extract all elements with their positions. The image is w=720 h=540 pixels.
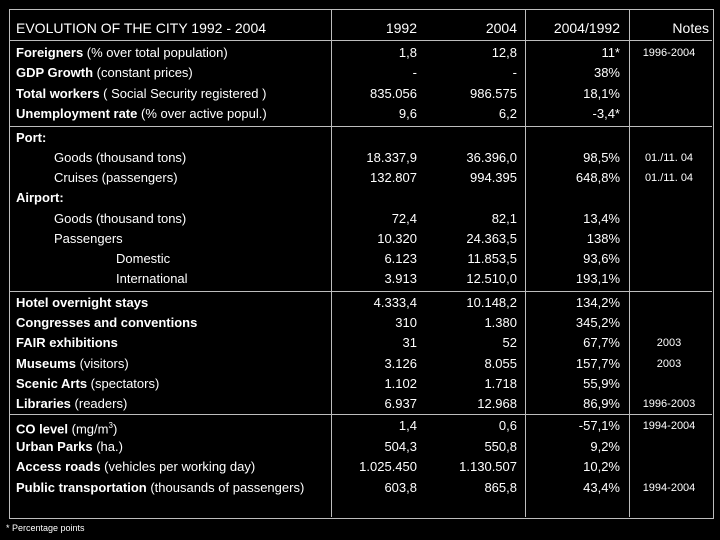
note-cell: 2003 <box>656 337 682 349</box>
row-label-bold: Port: <box>16 130 47 145</box>
table-row <box>9 104 712 124</box>
table-title: EVOLUTION OF THE CITY 1992 - 2004 <box>16 20 267 36</box>
table-row <box>9 416 712 436</box>
table-row <box>9 249 712 269</box>
note-cell <box>629 128 709 148</box>
value-ratio: 86,9% <box>583 396 620 411</box>
value-2004: 994.395 <box>470 170 517 185</box>
note-cell: 1994-2004 <box>642 482 696 494</box>
note-cell <box>629 457 709 477</box>
row-label <box>54 148 186 168</box>
row-label-detail: Cruises (passengers) <box>54 170 178 185</box>
value-2004: 24.363,5 <box>466 231 517 246</box>
value-ratio: 18,1% <box>583 86 620 101</box>
note-cell: 1996-2003 <box>642 398 696 410</box>
table-row <box>9 478 712 498</box>
row-label <box>16 437 123 457</box>
value-1992: 835.056 <box>370 86 417 101</box>
value-ratio: 193,1% <box>575 271 620 286</box>
row-label <box>54 209 186 229</box>
value-ratio: 138% <box>586 231 620 246</box>
table-row <box>9 457 712 477</box>
value-ratio: 98,5% <box>583 150 620 165</box>
note-cell <box>629 209 709 229</box>
value-ratio: 93,6% <box>583 251 620 266</box>
note-cell: 1996-2004 <box>642 47 696 59</box>
table-row <box>9 84 712 104</box>
column-header-notes: Notes <box>672 20 709 36</box>
row-label <box>116 269 188 289</box>
row-label <box>16 293 148 313</box>
value-2004: 550,8 <box>484 439 517 454</box>
row-label-detail-end: ) <box>112 421 118 437</box>
value-2004: 12.510,0 <box>466 271 517 286</box>
value-ratio: 11* <box>601 45 620 60</box>
table-row <box>9 209 712 229</box>
value-2004: 12.968 <box>477 396 517 411</box>
row-label-bold: Foreigners <box>16 45 84 60</box>
note-cell: 2003 <box>656 358 682 370</box>
row-label-bold: Public transportation <box>16 480 147 495</box>
row-label-detail: Goods (thousand tons) <box>54 150 187 165</box>
row-label <box>16 416 117 436</box>
row-label-detail: International <box>116 271 188 286</box>
table-row <box>9 43 712 63</box>
row-label-bold: Access roads <box>16 459 101 474</box>
row-label-bold: Scenic Arts <box>16 376 88 391</box>
value-ratio: 10,2% <box>583 459 620 474</box>
header-row <box>9 18 712 38</box>
row-label <box>16 394 127 414</box>
value-ratio: 9,2% <box>590 439 620 454</box>
value-2004: 1.130.507 <box>459 459 517 474</box>
value-2004: 52 <box>502 335 517 350</box>
value-ratio: 67,7% <box>583 335 620 350</box>
table-row <box>9 293 712 313</box>
row-label-bold: Total workers <box>16 86 100 101</box>
table-row <box>9 354 712 374</box>
row-label-bold: FAIR exhibitions <box>16 335 118 350</box>
value-ratio: 345,2% <box>575 315 620 330</box>
table-row <box>9 313 712 333</box>
note-cell <box>629 249 709 269</box>
row-label <box>54 229 123 249</box>
table-row <box>9 63 712 83</box>
value-ratio: 648,8% <box>575 170 620 185</box>
value-2004: 0,6 <box>498 418 517 433</box>
row-label-bold: Urban Parks <box>16 439 93 454</box>
value-2004: 12,8 <box>491 45 517 60</box>
row-label-detail: (readers) <box>70 396 128 411</box>
section-divider <box>9 126 712 127</box>
row-label-detail: Goods (thousand tons) <box>54 211 187 226</box>
value-2004: 82,1 <box>491 211 517 226</box>
row-label-detail: (spectators) <box>87 376 160 391</box>
row-label <box>16 354 129 374</box>
note-cell <box>629 437 709 457</box>
row-label <box>54 168 178 188</box>
row-label-detail: (visitors) <box>75 356 129 371</box>
row-label <box>16 63 193 83</box>
footnote: * Percentage points <box>6 523 85 533</box>
value-2004: 986.575 <box>470 86 517 101</box>
value-ratio: -3,4* <box>592 106 620 121</box>
note-cell <box>629 104 709 124</box>
table-row <box>9 168 712 188</box>
section-divider <box>9 414 712 415</box>
value-1992: 1.102 <box>384 376 417 391</box>
row-label <box>16 374 159 394</box>
value-ratio: -57,1% <box>578 418 620 433</box>
row-label-bold: Airport: <box>16 190 64 205</box>
value-2004: 8.055 <box>484 356 517 371</box>
row-label-detail: (% over active popul.) <box>137 106 267 121</box>
table-row <box>9 437 712 457</box>
note-cell <box>629 269 709 289</box>
row-label-detail: ( Social Security registered ) <box>99 86 267 101</box>
row-label-detail: (constant prices) <box>93 65 193 80</box>
value-2004: 1.380 <box>484 315 517 330</box>
value-1992: 72,4 <box>391 211 417 226</box>
value-ratio: 38% <box>593 65 620 80</box>
value-1992: 4.333,4 <box>373 295 417 310</box>
row-label <box>16 333 118 353</box>
row-label <box>16 128 46 148</box>
row-label <box>16 43 228 63</box>
row-label-detail: (thousands of passengers) <box>146 480 305 495</box>
row-label <box>16 188 64 208</box>
value-ratio: 134,2% <box>575 295 620 310</box>
row-label <box>16 84 266 104</box>
value-2004: 11.853,5 <box>467 251 517 266</box>
note-cell: 01./11. 04 <box>644 172 694 184</box>
note-cell <box>629 63 709 83</box>
table-row <box>9 269 712 289</box>
row-label-detail: (ha.) <box>92 439 123 454</box>
row-label-bold: Congresses and conventions <box>16 315 198 330</box>
value-1992: 9,6 <box>398 106 417 121</box>
value-1992: 3.913 <box>384 271 417 286</box>
value-1992: 1.025.450 <box>359 459 417 474</box>
row-label <box>16 104 267 124</box>
table-row <box>9 374 712 394</box>
note-cell <box>629 313 709 333</box>
table-row <box>9 333 712 353</box>
note-cell: 1994-2004 <box>642 420 696 432</box>
value-1992: 6.937 <box>384 396 417 411</box>
table-row <box>9 229 712 249</box>
header-divider <box>9 40 712 41</box>
value-2004: 10.148,2 <box>466 295 517 310</box>
value-ratio: 55,9% <box>583 376 620 391</box>
column-header-2004: 2004 <box>485 20 517 36</box>
column-header-ratio: 2004/1992 <box>553 20 620 36</box>
value-1992: 1,4 <box>398 418 417 433</box>
row-label-bold: Libraries <box>16 396 71 411</box>
note-cell: 01./11. 04 <box>644 152 694 164</box>
table-row <box>9 148 712 168</box>
table-row <box>9 188 712 208</box>
row-label-bold: Hotel overnight stays <box>16 295 149 310</box>
value-1992: 6.123 <box>384 251 417 266</box>
value-1992: 504,3 <box>384 439 417 454</box>
value-1992: 1,8 <box>398 45 417 60</box>
row-label-bold: Museums <box>16 356 76 371</box>
value-2004: 865,8 <box>484 480 517 495</box>
value-ratio: 13,4% <box>583 211 620 226</box>
note-cell <box>629 374 709 394</box>
row-label-detail: Domestic <box>116 251 171 266</box>
row-label <box>16 457 255 477</box>
value-2004: 36.396,0 <box>466 150 517 165</box>
note-cell <box>629 229 709 249</box>
value-1992: - <box>412 65 417 80</box>
table-row <box>9 394 712 414</box>
value-2004: - <box>512 65 517 80</box>
column-header-1992: 1992 <box>385 20 417 36</box>
value-2004: 1.718 <box>484 376 517 391</box>
row-label <box>16 313 197 333</box>
note-cell <box>629 188 709 208</box>
value-ratio: 157,7% <box>575 356 620 371</box>
value-1992: 3.126 <box>384 356 417 371</box>
row-label <box>116 249 170 269</box>
note-cell <box>629 293 709 313</box>
section-divider <box>9 291 712 292</box>
row-label-detail: (% over total population) <box>83 45 228 60</box>
value-1992: 310 <box>395 315 417 330</box>
value-1992: 18.337,9 <box>366 150 417 165</box>
value-2004: 6,2 <box>498 106 517 121</box>
table-row <box>9 128 712 148</box>
row-label-detail: (mg/m <box>68 421 109 437</box>
value-1992: 10.320 <box>377 231 417 246</box>
row-label <box>16 478 304 498</box>
row-label-superscript: 3 <box>108 421 113 430</box>
value-1992: 603,8 <box>384 480 417 495</box>
value-ratio: 43,4% <box>583 480 620 495</box>
row-label-bold: GDP Growth <box>16 65 94 80</box>
value-1992: 132.807 <box>370 170 417 185</box>
row-label-detail: Passengers <box>54 231 123 246</box>
row-label-detail: (vehicles per working day) <box>100 459 256 474</box>
note-cell <box>629 84 709 104</box>
row-label-bold: CO level <box>16 421 69 437</box>
row-label-bold: Unemployment rate <box>16 106 138 121</box>
value-1992: 31 <box>402 335 417 350</box>
